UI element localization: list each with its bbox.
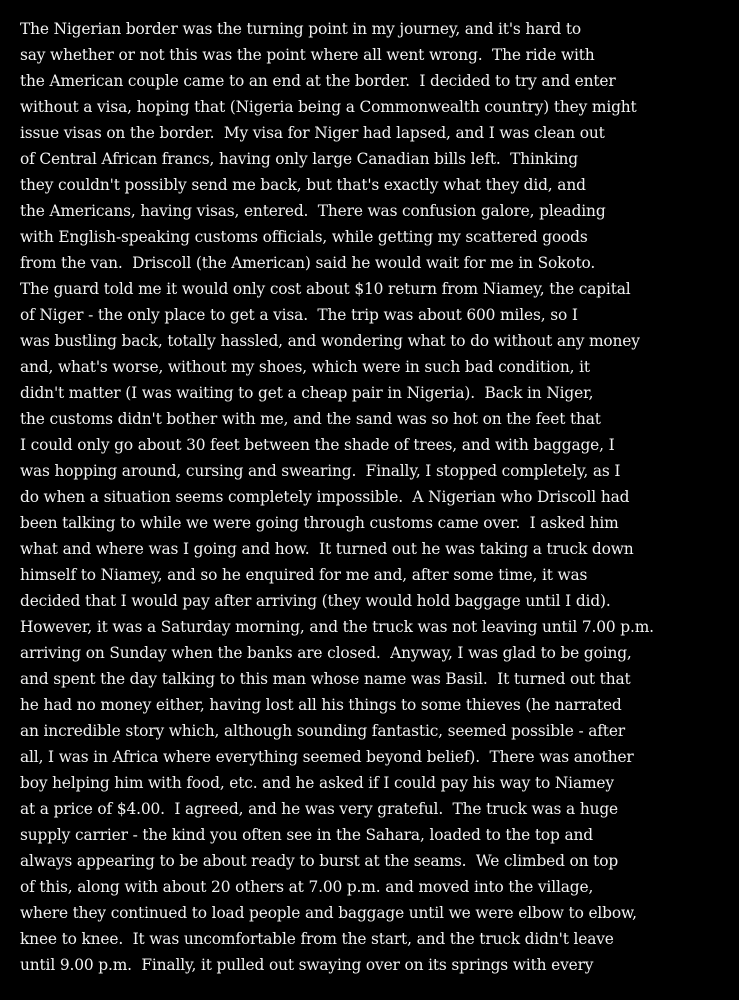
text-line: knee to knee. It was uncomfortable from the start, and the truck didn't leave — [20, 930, 614, 948]
text-line: where they continued to load people and baggage until we were elbow to elbow, — [20, 904, 637, 922]
text-line: at a price of $4.00. I agreed, and he was very grateful. The truck was a huge — [20, 800, 619, 818]
text-line: say whether or not this was the point where all went wrong. The ride with — [20, 46, 595, 64]
text-line: decided that I would pay after arriving (they would hold baggage until I did). — [20, 592, 611, 610]
text-line: do when a situation seems completely impossible. A Nigerian who Driscoll had — [20, 488, 630, 506]
text-line: supply carrier - the kind you often see in the Sahara, loaded to the top and — [20, 826, 593, 844]
text-line: all, I was in Africa where everything seemed beyond belief). There was another — [20, 748, 634, 766]
text-line: didn't matter (I was waiting to get a cheap pair in Nigeria). Back in Niger, — [20, 384, 594, 402]
text-line: with English-speaking customs officials, while getting my scattered goods — [20, 228, 588, 246]
text-line: an incredible story which, although sounding fantastic, seemed possible - after — [20, 722, 626, 740]
text-line: arriving on Sunday when the banks are closed. Anyway, I was glad to be going, — [20, 644, 632, 662]
text-line: himself to Niamey, and so he enquired for me and, after some time, it was — [20, 566, 588, 584]
text-line: until 9.00 p.m. Finally, it pulled out swaying over on its springs with every — [20, 956, 594, 974]
text-line: they couldn't possibly send me back, but that's exactly what they did, and — [20, 176, 586, 194]
text-line: The guard told me it would only cost about $10 return from Niamey, the capital — [20, 280, 631, 298]
text-line: always appearing to be about ready to burst at the seams. We climbed on top — [20, 852, 619, 870]
text-line: and, what's worse, without my shoes, which were in such bad condition, it — [20, 358, 590, 376]
text-line: was hopping around, cursing and swearing. Finally, I stopped completely, as I — [20, 462, 621, 480]
text-line: of Central African francs, having only large Canadian bills left. Thinking — [20, 150, 578, 168]
text-line: issue visas on the border. My visa for Niger had lapsed, and I was clean out — [20, 124, 605, 142]
text-line: However, it was a Saturday morning, and the truck was not leaving until 7.00 p.m. — [20, 618, 654, 636]
document-body-text — [20, 16, 735, 978]
text-line: boy helping him with food, etc. and he asked if I could pay his way to Niamey — [20, 774, 614, 792]
text-line: the American couple came to an end at the border. I decided to try and enter — [20, 72, 616, 90]
text-line: without a visa, hoping that (Nigeria being a Commonwealth country) they might — [20, 98, 637, 116]
text-line: of this, along with about 20 others at 7.00 p.m. and moved into the village, — [20, 878, 594, 896]
text-line: been talking to while we were going through customs came over. I asked him — [20, 514, 619, 532]
text-line: the customs didn't bother with me, and the sand was so hot on the feet that — [20, 410, 601, 428]
text-line: The Nigerian border was the turning point in my journey, and it's hard to — [20, 20, 582, 38]
text-line: he had no money either, having lost all his things to some thieves (he narrated — [20, 696, 622, 714]
text-line: the Americans, having visas, entered. There was confusion galore, pleading — [20, 202, 606, 220]
text-line: I could only go about 30 feet between the shade of trees, and with baggage, I — [20, 436, 615, 454]
text-line: of Niger - the only place to get a visa. The trip was about 600 miles, so I — [20, 306, 578, 324]
text-line: was bustling back, totally hassled, and wondering what to do without any money — [20, 332, 640, 350]
text-line: what and where was I going and how. It turned out he was taking a truck down — [20, 540, 634, 558]
text-line: from the van. Driscoll (the American) said he would wait for me in Sokoto. — [20, 254, 596, 272]
text-line: and spent the day talking to this man whose name was Basil. It turned out that — [20, 670, 631, 688]
